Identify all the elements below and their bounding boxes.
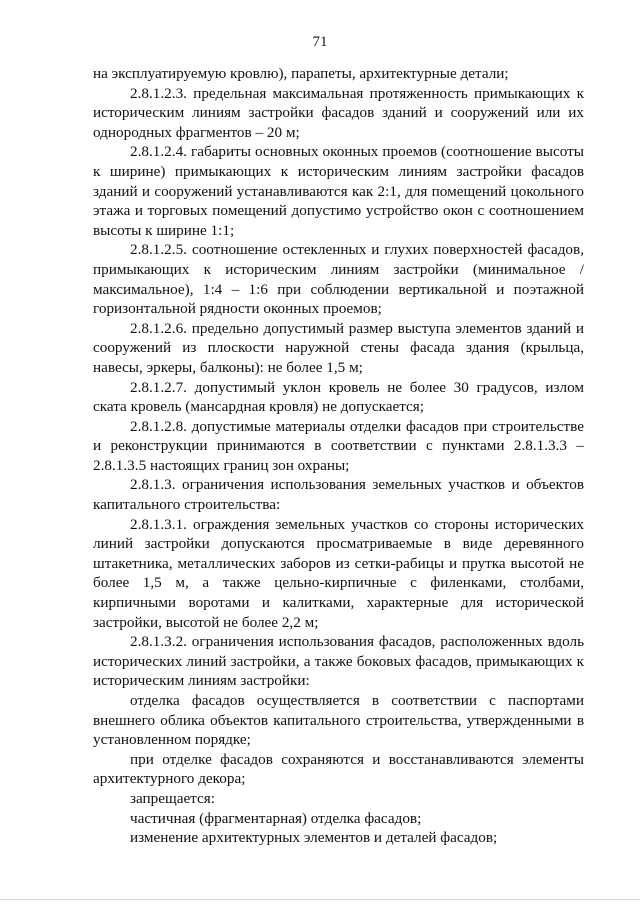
paragraph-2-8-1-2-7: 2.8.1.2.7. допустимый уклон кровель не более 30 градусов, излом ската кровель (мансардная кровля) не допускается; — [93, 378, 584, 416]
paragraph-decor-preservation: при отделке фасадов сохраняются и восстанавливаются элементы архитектурного декора; — [93, 750, 584, 788]
document-body — [93, 64, 584, 848]
paragraph-partial-finish: частичная (фрагментарная) отделка фасадов; — [130, 809, 422, 827]
paragraph-2-8-1-3-1: 2.8.1.3.1. ограждения земельных участков со стороны исторических линий застройки допускаются просматриваемые в виде деревянного штакетника, металлических заборов из сетки-рабицы и прутка высотой не более 1,5 м, а также цельно-кирпичные с филенками, столбами, кирпичными воротами и калитками, характерные для исторической застройки, высотой не более 2,2 м; — [93, 515, 584, 631]
paragraph-2-8-1-3: 2.8.1.3. ограничения использования земельных участков и объектов капитального строительства: — [93, 476, 584, 514]
paragraph-2-8-1-2-4: 2.8.1.2.4. габариты основных оконных проемов (соотношение высоты к ширине) примыкающих к историческим линиям застройки фасадов зданий и сооружений устанавливаются как 2:1, для помещений цокольного этажа и торговых помещений допустимо устройство окон с соотношением высоты к ширине 1:1; — [93, 143, 584, 239]
paragraph-2-8-1-2-6: 2.8.1.2.6. предельно допустимый размер выступа элементов зданий и сооружений из плоскости наружной стены фасада здания (крыльца, навесы, эркеры, балконы): не более 1,5 м; — [93, 319, 584, 376]
paragraph-element-change: изменение архитектурных элементов и деталей фасадов; — [130, 829, 498, 847]
paragraph-facade-finish: отделка фасадов осуществляется в соответствии с паспортами внешнего облика объектов капитального строительства, утвержденными в установленном порядке; — [93, 692, 584, 749]
paragraph-2-8-1-2-8: 2.8.1.2.8. допустимые материалы отделки фасадов при строительстве и реконструкции принимаются в соответствии с пунктами 2.8.1.3.3 – 2.8.1.3.5 настоящих границ зон охраны; — [93, 417, 584, 474]
paragraph-2-8-1-2-3: 2.8.1.2.3. предельная максимальная протяженность примыкающих к историческим линиям застройки фасадов зданий и сооружений или их однородных фрагментов – 20 м; — [93, 84, 584, 141]
paragraph-prohibited-heading: запрещается: — [130, 789, 215, 807]
paragraph-2-8-1-3-2: 2.8.1.3.2. ограничения использования фасадов, расположенных вдоль исторических линий застройки, а также боковых фасадов, примыкающих к историческим линиям застройки: — [93, 633, 584, 690]
page-number: 71 — [312, 34, 328, 50]
paragraph-continuation: на эксплуатируемую кровлю), парапеты, архитектурные детали; — [93, 65, 509, 82]
bottom-rule — [0, 899, 640, 900]
paragraph-2-8-1-2-5: 2.8.1.2.5. соотношение остекленных и глухих поверхностей фасадов, примыкающих к историческим линиям застройки (минимальное / максимальное), 1:4 – 1:6 при соблюдении вертикальной и поэтажной горизонтальной рядности оконных проемов; — [93, 241, 584, 318]
